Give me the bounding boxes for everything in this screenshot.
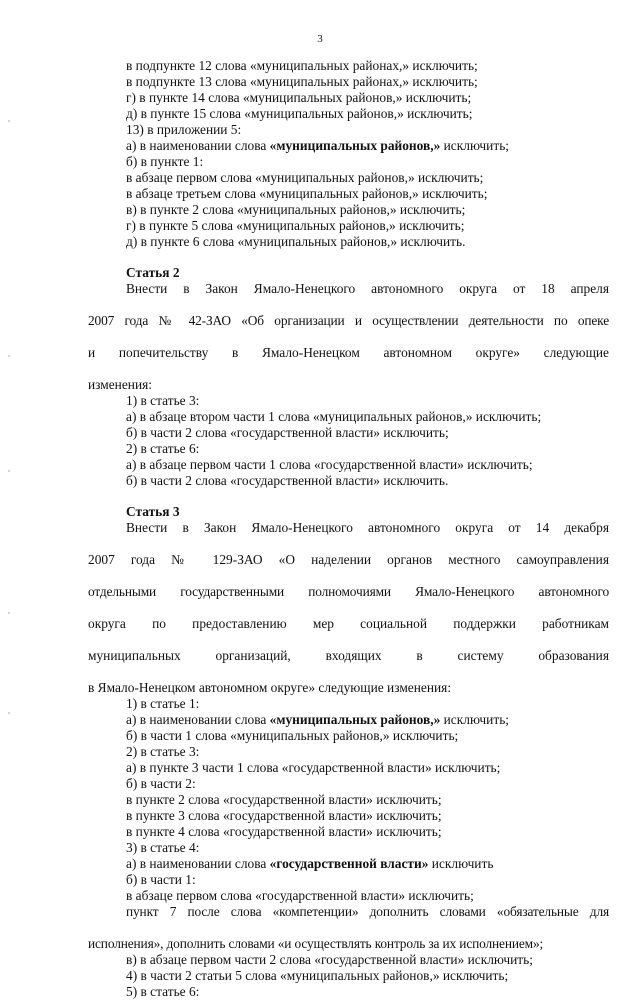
list-item: а) в абзаце втором части 1 слова «муниципальных районов,» исключить; — [126, 409, 542, 424]
scan-margin-dot — [8, 712, 10, 714]
list-item: в подпункте 12 слова «муниципальных районах,» исключить; — [126, 58, 478, 73]
bold-quote: «муниципальных районов,» — [269, 138, 441, 153]
list-item: в пункте 2 слова «государственной власти» исключить; — [126, 792, 442, 807]
page-number: 3 — [317, 33, 323, 45]
paragraph-line: и попечительству в Ямало-Ненецком автономном округе» следующие — [88, 345, 609, 360]
list-item: в пункте 4 слова «государственной власти» исключить; — [126, 824, 442, 839]
paragraph-line: пункт 7 после слова «компетенции» дополнить словами «обязательные для — [126, 904, 609, 919]
paragraph-line: исполнения», дополнить словами «и осуществлять контроль за их исполнением»; — [88, 936, 544, 951]
list-item: в подпункте 13 слова «муниципальных районах,» исключить; — [126, 74, 478, 89]
scan-margin-dot — [8, 612, 10, 614]
list-item: г) в пункте 14 слова «муниципальных районов,» исключить; — [126, 90, 472, 105]
list-item-text: исключить — [428, 856, 494, 871]
list-item: 3) в статье 4: — [126, 840, 200, 855]
paragraph-line: отдельными государственными полномочиями Ямало-Ненецкого автономного — [88, 584, 609, 599]
list-item-text: а) в наименовании слова — [126, 138, 270, 153]
list-item: г) в пункте 5 слова «муниципальных районов,» исключить; — [126, 218, 465, 233]
list-item: а) в абзаце первом части 1 слова «государственной власти» исключить; — [126, 457, 533, 472]
list-item: в) в пункте 2 слова «муниципальных районов,» исключить; — [126, 202, 466, 217]
paragraph-line: муниципальных организаций, входящих в систему образования — [88, 648, 609, 663]
list-item: 2) в статье 6: — [126, 441, 200, 456]
article-heading: Статья 3 — [126, 504, 180, 519]
list-item: б) в части 1 слова «муниципальных районов,» исключить; — [126, 728, 459, 743]
list-item: д) в пункте 6 слова «муниципальных районов,» исключить. — [126, 234, 466, 249]
paragraph-line: Внести в Закон Ямало-Ненецкого автономного округа от 18 апреля — [126, 281, 609, 296]
article-heading: Статья 2 — [126, 265, 180, 280]
scan-margin-dot — [8, 355, 10, 357]
list-item: б) в части 2 слова «государственной власти» исключить. — [126, 473, 449, 488]
list-item: б) в пункте 1: — [126, 154, 204, 169]
list-item: б) в части 2 слова «государственной власти» исключить; — [126, 425, 449, 440]
list-item: в абзаце первом слова «муниципальных районов,» исключить; — [126, 170, 484, 185]
list-item: в абзаце третьем слова «муниципальных районов,» исключить; — [126, 186, 488, 201]
paragraph-line: 2007 года № 42-ЗАО «Об организации и осуществлении деятельности по опеке — [88, 313, 609, 328]
paragraph-line: Внести в Закон Ямало-Ненецкого автономного округа от 14 декабря — [126, 520, 609, 535]
paragraph-line: в Ямало-Ненецком автономном округе» следующие изменения: — [88, 680, 452, 695]
list-item — [88, 138, 609, 154]
list-item-text: а) в наименовании слова — [126, 856, 270, 871]
list-item-text: исключить; — [440, 712, 510, 727]
list-item: а) в пункте 3 части 1 слова «государственной власти» исключить; — [126, 760, 501, 775]
list-item-text: а) в наименовании слова — [126, 712, 270, 727]
paragraph-line: округа по предоставлению мер социальной поддержки работникам — [88, 616, 609, 631]
list-item: 2) в статье 3: — [126, 744, 200, 759]
list-item: 1) в статье 1: — [126, 696, 200, 711]
bold-quote: «муниципальных районов,» — [269, 712, 441, 727]
list-item: 13) в приложении 5: — [126, 122, 242, 137]
list-item: б) в части 1: — [126, 872, 196, 887]
list-item — [88, 856, 609, 872]
bold-quote: «государственной власти» — [269, 856, 429, 871]
list-item: д) в пункте 15 слова «муниципальных районов,» исключить; — [126, 106, 473, 121]
list-item: 4) в части 2 статьи 5 слова «муниципальных районов,» исключить; — [126, 968, 509, 983]
list-item: в абзаце первом слова «государственной власти» исключить; — [126, 888, 474, 903]
list-item — [88, 712, 609, 728]
list-item: в пункте 3 слова «государственной власти» исключить; — [126, 808, 442, 823]
list-item-text: исключить; — [440, 138, 510, 153]
list-item: 1) в статье 3: — [126, 393, 200, 408]
scan-margin-dot — [8, 470, 10, 472]
list-item: в) в абзаце первом части 2 слова «государственной власти» исключить; — [126, 952, 533, 967]
scan-margin-dot — [8, 120, 10, 122]
paragraph-line: 2007 года № 129-ЗАО «О наделении органов местного самоуправления — [88, 552, 609, 567]
paragraph-line: изменения: — [88, 377, 153, 392]
list-item: б) в части 2: — [126, 776, 196, 791]
list-item: 5) в статье 6: — [126, 984, 200, 999]
document-body — [88, 58, 609, 1000]
